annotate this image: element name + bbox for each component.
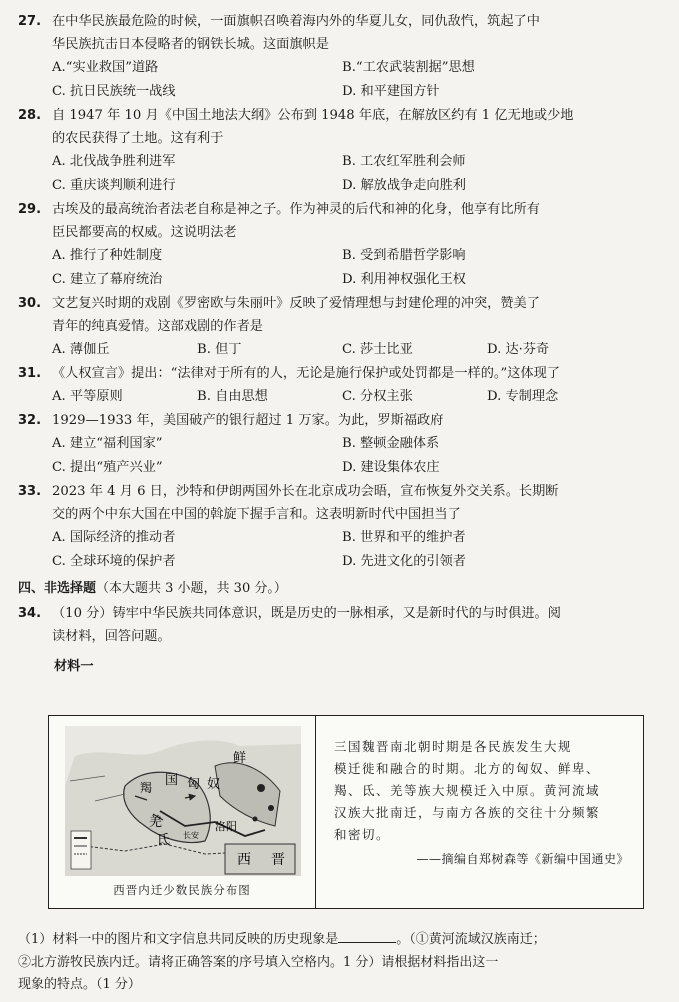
option-b[interactable]: B.“工农武装割据”思想 (342, 60, 475, 75)
option-b[interactable]: B. 工农红军胜利会师 (342, 154, 466, 169)
migration-map-image (65, 726, 301, 876)
question-33 (18, 480, 661, 574)
question-text-line: 华民族抗击日本侵略者的钢铁长城。这面旗帜是 (52, 37, 329, 52)
option-d[interactable]: D. 和平建国方针 (342, 84, 440, 99)
question-text-line: 2023 年 4 月 6 日，沙特和伊朗两国外长在北京成功会晤，宣布恢复外交关系。长期断 (52, 484, 559, 499)
question-number: 27. (18, 14, 42, 29)
question-text-line: 自 1947 年 10 月《中国土地法大纲》公布到 1948 年底，在解放区约有 1 亿无地或少地 (52, 108, 574, 123)
question-number: 28. (18, 108, 42, 123)
option-a[interactable]: A. 薄伽丘 (52, 342, 110, 357)
map-label-changan: 长安 (183, 831, 199, 840)
option-a[interactable]: A. 推行了种姓制度 (52, 248, 163, 263)
sub-question-text: 现象的特点。（1 分） (18, 977, 141, 992)
map-label-di: 氐 (157, 832, 171, 847)
material-text-line: 模迁徙和融合的时期。北方的匈奴、鲜卑、 (334, 761, 601, 776)
question-27 (18, 10, 661, 104)
question-number: 29. (18, 202, 42, 217)
option-d[interactable]: D. 专制理念 (487, 389, 559, 404)
map-label-xiongnu: 奴 (207, 776, 221, 791)
option-d[interactable]: D. 先进文化的引领者 (342, 554, 466, 569)
option-b[interactable]: B. 受到希腊哲学影响 (342, 248, 466, 263)
option-d[interactable]: D. 利用神权强化王权 (342, 272, 466, 287)
question-number: 31. (18, 366, 42, 381)
option-a[interactable]: A. 平等原则 (52, 389, 123, 404)
material-box (48, 715, 644, 909)
question-text-line: 读材料，回答问题。 (52, 629, 171, 644)
question-text-line: 的农民获得了土地。这有利于 (52, 131, 224, 146)
material-text-panel (316, 716, 643, 908)
question-29 (18, 198, 661, 292)
material-text-line: 羯、氐、羌等族大规模迁入中原。黄河流域 (334, 783, 601, 798)
map-label-xi: 西 (237, 853, 251, 868)
sub-question-text: 。（①黄河流域汉族南迁； (396, 932, 546, 947)
map-label-xiong: 匈 (187, 776, 201, 791)
option-d[interactable]: D. 达·芬奇 (487, 342, 550, 357)
question-34 (18, 602, 661, 648)
material-text-line: 三国魏晋南北朝时期是各民族发生大规 (334, 739, 573, 754)
option-c[interactable]: C. 提出“殖产兴业” (52, 460, 163, 475)
option-a[interactable]: A. 北伐战争胜利进军 (52, 154, 176, 169)
question-31 (18, 362, 661, 409)
option-a[interactable]: A.“实业救国”道路 (52, 60, 159, 75)
option-b[interactable]: B. 整顿金融体系 (342, 436, 440, 451)
material-text-line: 汉族大批南迁，与南方各族的交往十分频繁 (334, 805, 601, 820)
map-label-jin: 晋 (271, 853, 285, 868)
option-d[interactable]: D. 解放战争走向胜利 (342, 178, 466, 193)
question-text-line: 交的两个中东大国在中国的斡旋下握手言和。这表明新时代中国担当了 (52, 507, 461, 522)
sub-question-text: ②北方游牧民族内迁。请将正确答案的序号填入空格内。1 分）请根据材料指出这一 (18, 954, 499, 970)
section-note: （本大题共 3 小题，共 30 分。） (96, 581, 287, 596)
map-label-qiang: 羌 (149, 814, 163, 829)
question-number: 30. (18, 296, 42, 311)
option-c[interactable]: C. 分权主张 (342, 389, 413, 404)
question-text-line: 《人权宣言》提出：“法律对于所有的人，无论是施行保护或处罚都是一样的。”这体现了 (52, 366, 561, 381)
map-panel (49, 716, 316, 908)
option-c[interactable]: C. 抗日民族统一战线 (52, 84, 176, 99)
sub-question-1 (18, 928, 663, 997)
option-b[interactable]: B. 世界和平的维护者 (342, 530, 466, 545)
question-text-line: 臣民都要高的权威。这说明法老 (52, 225, 237, 240)
option-c[interactable]: C. 重庆谈判顺利进行 (52, 178, 176, 193)
option-a[interactable]: A. 建立“福利国家” (52, 436, 163, 451)
map-label-jie: 羯 (140, 781, 153, 795)
question-text-line: 在中华民族最危险的时候，一面旗帜召唤着海内外的华夏儿女，同仇敌忾，筑起了中 (52, 14, 540, 29)
answer-blank[interactable] (338, 928, 396, 943)
map-caption: 西晋内迁少数民族分布图 (113, 883, 251, 897)
option-b[interactable]: B. 但丁 (197, 342, 242, 357)
question-text-line: 文艺复兴时期的戏剧《罗密欧与朱丽叶》反映了爱情理想与封建伦理的冲突，赞美了 (52, 296, 540, 311)
option-c[interactable]: C. 莎士比亚 (342, 342, 413, 357)
option-c[interactable]: C. 建立了幕府统治 (52, 272, 163, 287)
question-32 (18, 409, 661, 480)
map-label-luoyang: 洛阳 (215, 821, 237, 833)
option-a[interactable]: A. 国际经济的推动者 (52, 530, 176, 545)
question-list (18, 10, 661, 574)
question-number: 34. (18, 606, 42, 621)
option-b[interactable]: B. 自由思想 (197, 389, 268, 404)
question-text-line: 青年的纯真爱情。这部戏剧的作者是 (52, 319, 263, 334)
question-text-line: 古埃及的最高统治者法老自称是神之子。作为神灵的后代和神的化身，他享有比所有 (52, 202, 540, 217)
question-text-line: 1929—1933 年，美国破产的银行超过 1 万家。为此，罗斯福政府 (52, 413, 444, 428)
material-citation: ——摘编自郑树森等《新编中国通史》 (416, 852, 629, 866)
question-28 (18, 104, 661, 198)
section-title: 四、非选择题 (18, 581, 97, 596)
sub-question-text: （1）材料一中的图片和文字信息共同反映的历史现象是 (18, 932, 339, 947)
option-d[interactable]: D. 建设集体农庄 (342, 460, 440, 475)
question-30 (18, 292, 661, 362)
option-c[interactable]: C. 全球环境的保护者 (52, 554, 176, 569)
question-number: 32. (18, 413, 42, 428)
section-header (18, 576, 661, 602)
material-text-line: 和密切。 (334, 827, 391, 842)
question-text-line: （10 分）铸牢中华民族共同体意识，既是历史的一脉相承，又是新时代的与时俱进。阅 (52, 606, 561, 621)
map-label-xianbei: 鲜 (233, 750, 247, 765)
map-label-guo: 国 (165, 772, 179, 787)
material-label: 材料一 (54, 659, 94, 674)
question-number: 33. (18, 484, 42, 499)
